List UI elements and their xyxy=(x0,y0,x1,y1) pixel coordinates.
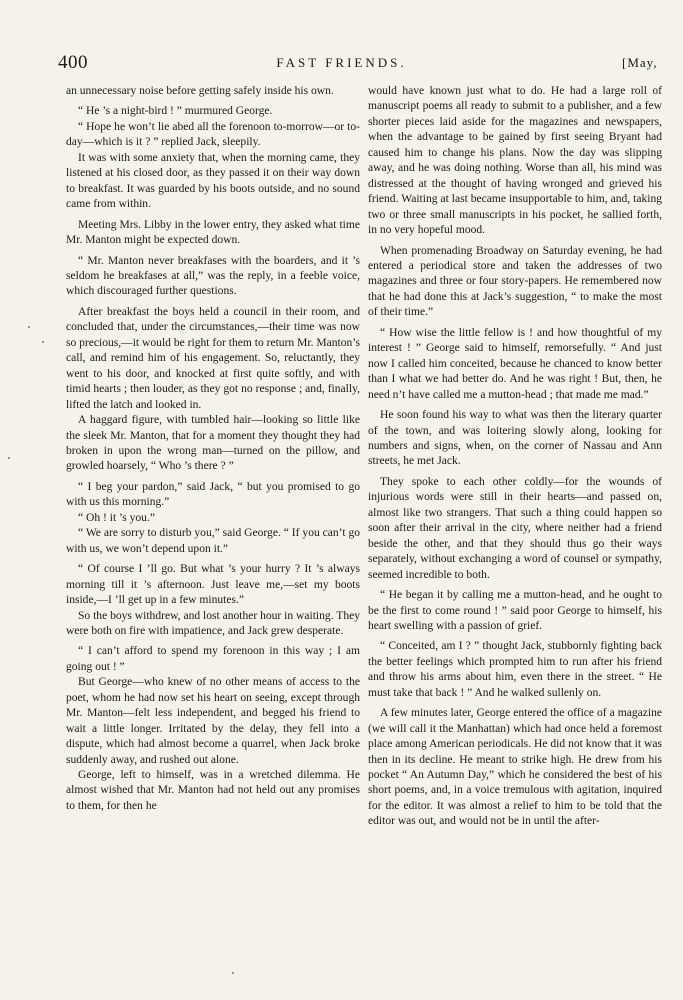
paper-speck xyxy=(42,341,44,343)
paragraph: George, left to himself, was in a wretched dilemma. He almost wished that Mr. Manton had not held out any promises to them, for then he xyxy=(66,769,360,812)
paragraph: When promenading Broadway on Saturday evening, he had entered a periodical store and taken the addresses of two magazines and three or four story-papers. He remembered now that he had done this at Jack’s suggestion, “ to make the most of their time.” xyxy=(368,244,662,319)
paragraph: Meeting Mrs. Libby in the lower entry, they asked what time Mr. Manton might be expected down. xyxy=(66,218,360,247)
paragraph: “ Conceited, am I ? ” thought Jack, stubbornly fighting back the better feelings which prompted him to run after his friend and throw his arms about him, even there in the street. “ He must take that back ! ” And he walked sullenly on. xyxy=(368,640,662,699)
running-month: [May, xyxy=(622,55,658,70)
paragraph: It was with some anxiety that, when the morning came, they listened at his closed door, as they passed it on their way down to breakfast. It was guarded by his boots outside, and no sound came from within. xyxy=(66,151,360,211)
paragraph: “ Oh ! it ’s you.” xyxy=(78,511,155,524)
paragraph: A few minutes later, George entered the office of a magazine (we will call it the Manhattan) which had once held a foremost place among American periodicals. He did not know that it was then in its decline. He meant to strike high. He drew from his pocket “ An Autumn Day,” which he considered the best of his short poems, and, in a voice tremulous with agitation, inquired for the editor. It was almost a relief to him to be told that the editor was out, and would not be in until the after- xyxy=(368,707,662,828)
paragraph: “ How wise the little fellow is ! and how thoughtful of my interest ! ” George said to himself, remorsefully. “ And just now I called him conceited, because he chanced to know better than I what we had better do. And he was right ! But, then, he need n’t have called me a mutton-head ; that made me mad.” xyxy=(368,326,662,401)
paragraph: “ He began it by calling me a mutton-head, and he ought to be the first to come round ! ” said poor George to himself, his heart swelling with a passion of grief. xyxy=(368,589,662,632)
paragraph: But George—who knew of no other means of access to the poet, whom he had now set his heart on seeing, except through Mr. Manton—felt less independent, and begged his friend to wait a little longer. Irritated by the delay, they fell into a dispute, which had almost become a quarrel, when Jack broke suddenly away, and rushed out alone. xyxy=(66,676,360,766)
paragraph: “ I beg your pardon,” said Jack, “ but you promised to go with us this morning.” xyxy=(66,480,360,509)
page-number: 400 xyxy=(58,52,88,73)
left-column xyxy=(66,84,360,814)
paragraph: an unnecessary noise before getting safely inside his own. xyxy=(66,85,334,97)
paragraph: After breakfast the boys held a council in their room, and concluded that, under the circumstances,—their time was now so precious,—it would be right for them to return Mr. Manton’s call, and remind him of his engagement. So, reluctantly, they went to his door, and knocked at first quite softly, and with timid hearts ; then louder, as they got no response ; and, finally, lifted the latch and looked in. xyxy=(66,305,360,411)
paragraph: “ We are sorry to disturb you,” said George. “ If you can’t go with us, we won’t depend upon it.” xyxy=(66,527,360,555)
paragraph: “ Of course I ’ll go. But what ’s your hurry ? It ’s always morning till it ’s afternoon. Just leave me,—set my boots inside,—I ’ll get up in a few minutes.” xyxy=(66,563,360,607)
running-title: FAST FRIENDS. xyxy=(276,55,407,70)
paragraph: They spoke to each other coldly—for the wounds of injurious words were still in their hearts—and passed on, almost like two strangers. That such a thing could happen so soon after their arrival in the city, where neither had a friend beside the other, and that they should thus go their ways separately, without exchanging a word of counsel or sympathy, seemed incredible to both. xyxy=(368,475,662,581)
paragraph: He soon found his way to what was then the literary quarter of the town, and was loitering slowly along, looking for numbers and signs, when, on the corner of Nassau and Ann streets, he met Jack. xyxy=(368,409,662,468)
paragraph: “ I can’t afford to spend my forenoon in this way ; I am going out ! ” xyxy=(66,645,360,673)
paragraph: would have known just what to do. He had a large roll of manuscript poems all ready to submit to a publisher, and a few shorter pieces laid aside for the magazines and newspapers, when the advantage to be gained by first seeing Bryant had caused him to change his plans. Now the day was slipping away, and he was doing nothing. Worse than all, his mind was distressed at the thought of having wronged and grieved his friend. Waiting at last became insupportable to him, and, taking two or three small manuscripts in his pocket, he sallied forth, in no very hopeful mood. xyxy=(368,85,662,237)
paragraph: So the boys withdrew, and lost another hour in waiting. They were both on fire with impatience, and Jack grew desperate. xyxy=(66,609,360,637)
paper-speck xyxy=(28,326,30,328)
right-column xyxy=(368,84,662,830)
paper-speck xyxy=(232,972,234,974)
paragraph: A haggard figure, with tumbled hair—looking so little like the sleek Mr. Manton, that for a moment they thought they had broken in upon the wrong man—turned on the pillow, and growled hoarsely, “ Who ’s there ? ” xyxy=(66,414,360,473)
paragraph: “ Hope he won’t lie abed all the forenoon to-morrow—or to-day—which is it ? ” replied Jack, sleepily. xyxy=(66,120,360,149)
paragraph: “ Mr. Manton never breakfases with the boarders, and it ’s seldom he breakfases at all,” was the reply, in a feeble voice, which discouraged further questions. xyxy=(66,254,360,298)
paper-speck xyxy=(8,457,10,459)
paragraph: “ He ’s a night-bird ! ” murmured George. xyxy=(78,105,273,118)
